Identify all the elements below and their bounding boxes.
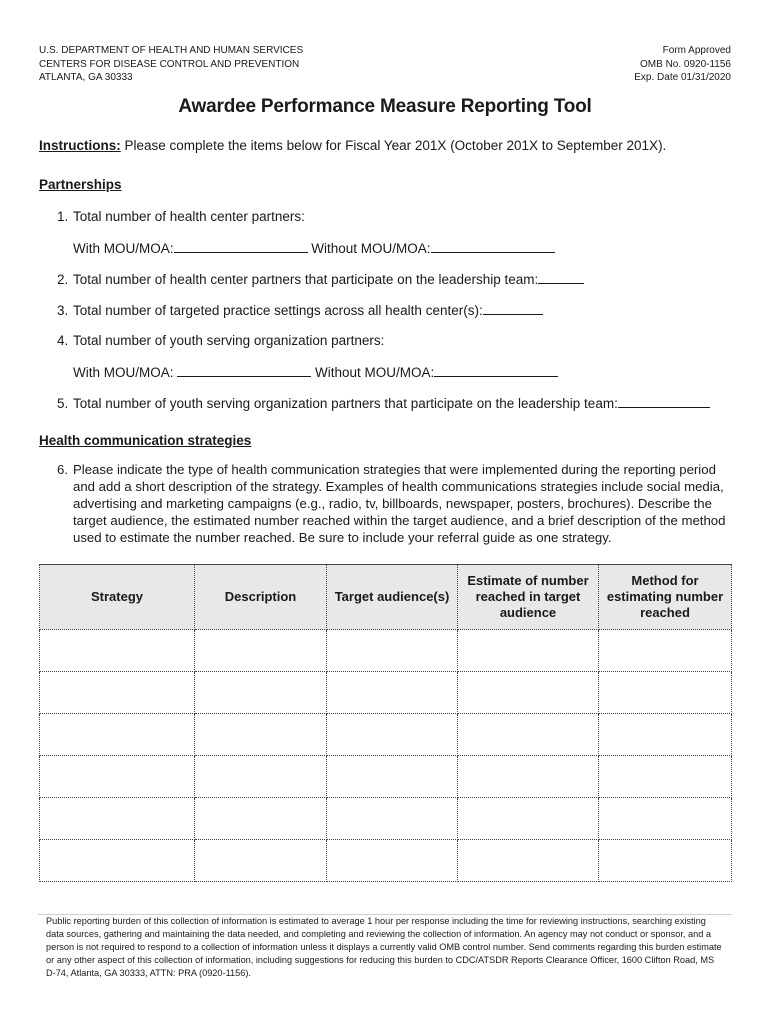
question-4-mou <box>73 364 558 380</box>
burden-statement: Public reporting burden of this collection of information is estimated to average 1 hour per response including the time for reviewing instructions, searching existing data sources, gathering and maintaining the data needed, and completing and reviewing the collection of information. An agency may not conduct or sponsor, and a person is not required to respond to a collection of information unless it displays a currently valid OMB control number. Send comments regarding this burden estimate or any other aspect of this collection of information, including suggestions for reducing this burden to CDC/ATSDR Reports Clearance Officer, 1600 Clifton Road, MS D-74, Atlanta, GA 30333, ATTN: PRA (0920-1156). <box>38 914 732 992</box>
table-cell[interactable] <box>195 840 327 882</box>
with-mou-field[interactable] <box>174 240 308 253</box>
instructions-text: Please complete the items below for Fiscal Year 201X (October 201X to September 201X). <box>120 138 667 153</box>
leadership-team-field[interactable] <box>538 271 584 284</box>
without-mou-label: Without MOU/MOA: <box>311 365 435 380</box>
approval-line: Exp. Date 01/31/2020 <box>634 72 731 83</box>
question-text: Total number of youth serving organization partners: <box>73 333 385 348</box>
table-cell[interactable] <box>40 672 195 714</box>
table-cell[interactable] <box>40 756 195 798</box>
table-cell[interactable] <box>195 756 327 798</box>
table-cell[interactable] <box>458 756 599 798</box>
question-6 <box>57 461 727 546</box>
table-row <box>40 756 732 798</box>
without-mou-label: Without MOU/MOA: <box>307 241 431 256</box>
question-2 <box>57 271 584 287</box>
strategy-table <box>39 564 732 882</box>
instructions <box>39 138 666 153</box>
table-cell[interactable] <box>40 714 195 756</box>
table-cell[interactable] <box>327 630 458 672</box>
question-text: Total number of health center partners that participate on the leadership team: <box>73 272 539 287</box>
table-cell[interactable] <box>599 630 732 672</box>
question-text: Total number of youth serving organization partners that participate on the leadership team: <box>73 396 618 411</box>
table-cell[interactable] <box>327 756 458 798</box>
table-header-row <box>40 565 732 630</box>
omb-approval <box>634 44 731 85</box>
table-cell[interactable] <box>327 714 458 756</box>
question-number: 6. <box>57 462 68 477</box>
table-cell[interactable] <box>458 798 599 840</box>
table-cell[interactable] <box>327 672 458 714</box>
table-cell[interactable] <box>40 798 195 840</box>
table-cell[interactable] <box>458 840 599 882</box>
question-text: Total number of health center partners: <box>73 209 305 224</box>
with-mou-label: With MOU/MOA: <box>73 365 178 380</box>
question-number: 4. <box>57 333 69 348</box>
section-heading-health-communication: Health communication strategies <box>39 433 252 448</box>
question-4 <box>57 333 384 348</box>
table-row <box>40 840 732 882</box>
without-mou-field[interactable] <box>431 240 555 253</box>
column-header-strategy: Strategy <box>40 565 195 630</box>
page-title: Awardee Performance Measure Reporting Tool <box>178 96 592 117</box>
table-row <box>40 714 732 756</box>
agency-line: ATLANTA, GA 30333 <box>39 72 133 83</box>
section-heading-partnerships: Partnerships <box>39 177 122 192</box>
column-header-description: Description <box>195 565 327 630</box>
table-cell[interactable] <box>458 714 599 756</box>
question-number: 2. <box>57 272 69 287</box>
agency-line: U.S. DEPARTMENT OF HEALTH AND HUMAN SERVICES <box>39 45 304 56</box>
table-cell[interactable] <box>327 798 458 840</box>
table-cell[interactable] <box>599 756 732 798</box>
approval-line: Form Approved <box>662 45 731 56</box>
table-cell[interactable] <box>195 672 327 714</box>
question-number: 3. <box>57 303 69 318</box>
table-row <box>40 630 732 672</box>
table-cell[interactable] <box>40 840 195 882</box>
column-header-target-audience: Target audience(s) <box>327 565 458 630</box>
question-text: Please indicate the type of health communication strategies that were implemented during the reporting period and add a short description of the strategy. Examples of health communications strategies include social media, advertising and marketing campaigns (e.g., radio, tv, billboards, newspaper, posters, brochures). Describe the target audience, the estimated number reached within the target audience, and a brief description of the method used to estimate the number reached. Be sure to include your referral guide as one strategy. <box>73 462 726 545</box>
table-cell[interactable] <box>195 798 327 840</box>
column-header-method: Method for estimating number reached <box>599 565 732 630</box>
table-cell[interactable] <box>458 630 599 672</box>
table-cell[interactable] <box>599 714 732 756</box>
table-row <box>40 798 732 840</box>
instructions-label: Instructions: <box>39 138 121 153</box>
without-mou-field[interactable] <box>434 364 558 377</box>
question-1 <box>57 209 305 224</box>
approval-line: OMB No. 0920-1156 <box>640 58 731 70</box>
practice-settings-field[interactable] <box>483 302 543 315</box>
question-1-mou <box>73 240 555 256</box>
table-cell[interactable] <box>599 672 732 714</box>
table-cell[interactable] <box>458 672 599 714</box>
table-cell[interactable] <box>40 630 195 672</box>
table-cell[interactable] <box>599 798 732 840</box>
table-cell[interactable] <box>195 714 327 756</box>
table-cell[interactable] <box>195 630 327 672</box>
question-3 <box>57 302 543 318</box>
question-number: 1. <box>57 209 69 224</box>
youth-leadership-field[interactable] <box>618 395 710 408</box>
table-row <box>40 672 732 714</box>
agency-line: CENTERS FOR DISEASE CONTROL AND PREVENTION <box>39 58 300 70</box>
question-text: Total number of targeted practice settings across all health center(s): <box>73 303 483 318</box>
column-header-estimate-reached: Estimate of number reached in target audience <box>458 565 599 630</box>
with-mou-label: With MOU/MOA: <box>73 241 174 256</box>
table-cell[interactable] <box>327 840 458 882</box>
with-mou-field[interactable] <box>177 364 311 377</box>
question-5 <box>57 395 710 411</box>
table-cell[interactable] <box>599 840 732 882</box>
question-number: 5. <box>57 396 69 411</box>
agency-header <box>39 44 303 85</box>
